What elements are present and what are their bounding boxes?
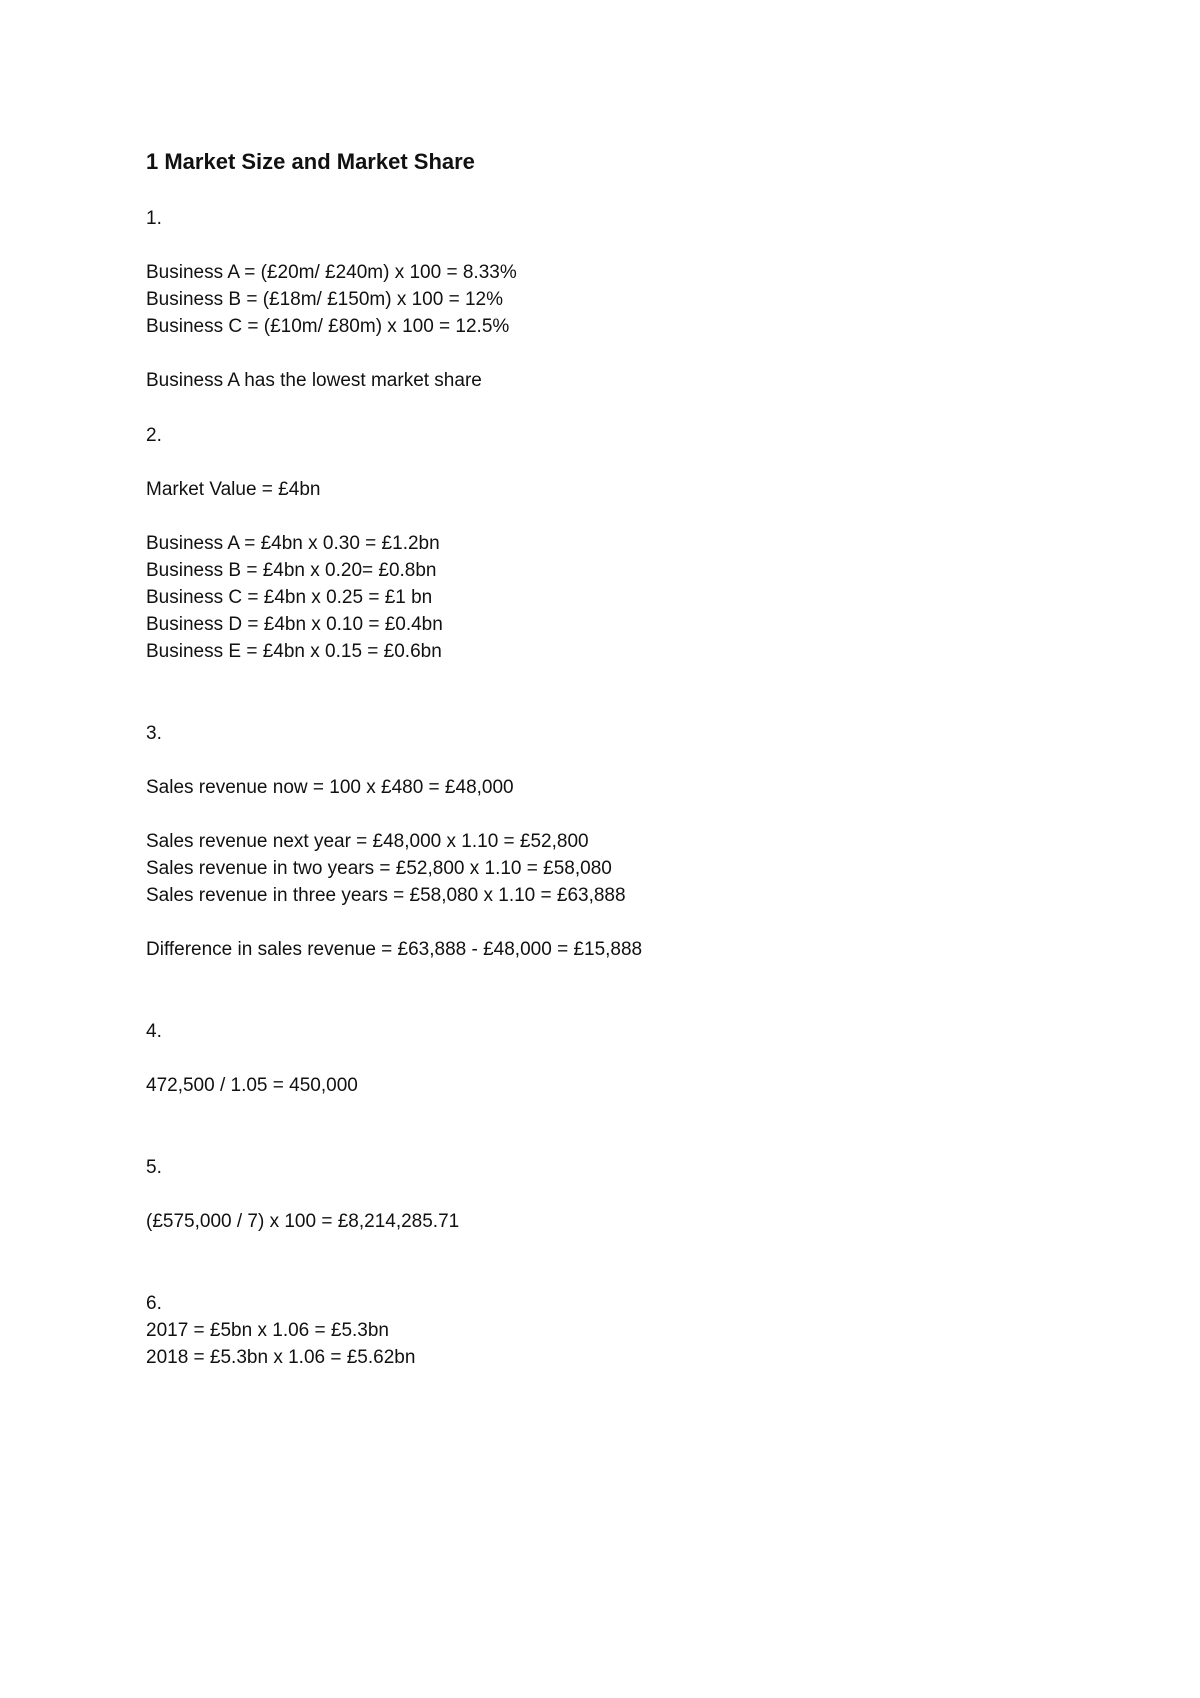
question-3-difference: Difference in sales revenue = £63,888 - £48,000 = £15,888: [146, 939, 643, 960]
question-2-line: Business A = £4bn x 0.30 = £1.2bn: [146, 533, 440, 554]
question-6-line: 2018 = £5.3bn x 1.06 = £5.62bn: [146, 1347, 416, 1368]
question-2-line: Business E = £4bn x 0.15 = £0.6bn: [146, 641, 442, 662]
page-title: 1 Market Size and Market Share: [146, 149, 475, 174]
question-3-line: Sales revenue next year = £48,000 x 1.10 = £52,800: [146, 831, 589, 852]
question-2-line: Business B = £4bn x 0.20= £0.8bn: [146, 560, 437, 581]
question-2-number: 2.: [146, 425, 162, 446]
question-2-line: Business C = £4bn x 0.25 = £1 bn: [146, 587, 433, 608]
question-4-line: 472,500 / 1.05 = 450,000: [146, 1075, 358, 1096]
question-1-line: Business C = (£10m/ £80m) x 100 = 12.5%: [146, 316, 510, 337]
question-1-line: Business B = (£18m/ £150m) x 100 = 12%: [146, 289, 503, 310]
question-1-conclusion: Business A has the lowest market share: [146, 370, 482, 391]
question-6-line: 2017 = £5bn x 1.06 = £5.3bn: [146, 1320, 389, 1341]
question-1-number: 1.: [146, 208, 162, 229]
question-4-number: 4.: [146, 1021, 162, 1042]
question-3-line: Sales revenue in two years = £52,800 x 1.10 = £58,080: [146, 858, 612, 879]
question-2-line: Business D = £4bn x 0.10 = £0.4bn: [146, 614, 443, 635]
question-3-now: Sales revenue now = 100 x £480 = £48,000: [146, 777, 514, 798]
question-5-line: (£575,000 / 7) x 100 = £8,214,285.71: [146, 1211, 460, 1232]
question-3-number: 3.: [146, 723, 162, 744]
question-1-line: Business A = (£20m/ £240m) x 100 = 8.33%: [146, 262, 517, 283]
question-5-number: 5.: [146, 1157, 162, 1178]
question-2-market-value: Market Value = £4bn: [146, 479, 321, 500]
question-6-number: 6.: [146, 1293, 162, 1314]
question-3-line: Sales revenue in three years = £58,080 x 1.10 = £63,888: [146, 885, 626, 906]
